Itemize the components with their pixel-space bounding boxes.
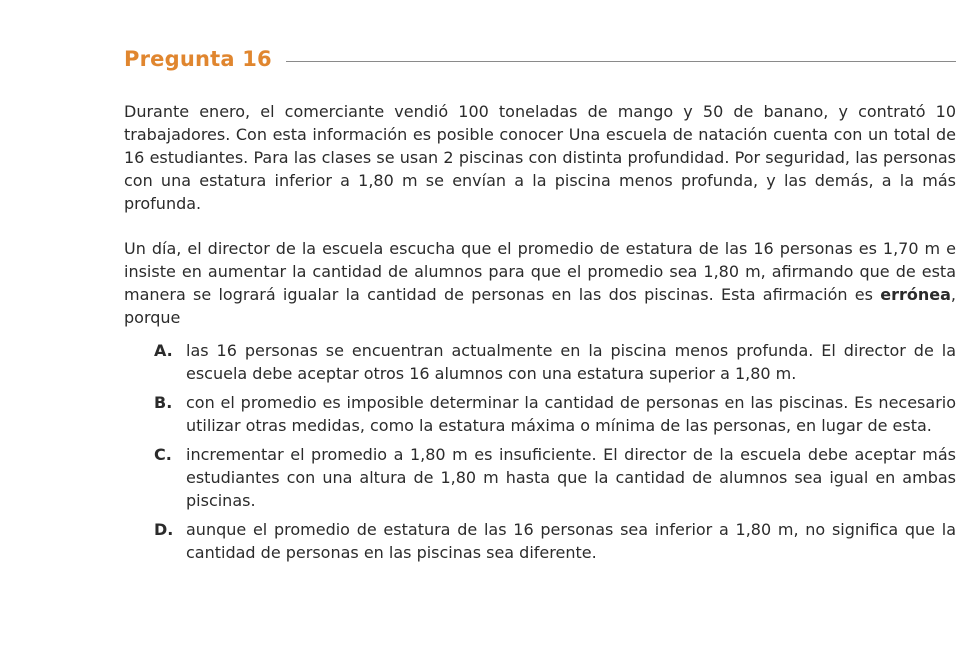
- option-d-text: aunque el promedio de estatura de las 16 personas sea inferior a 1,80 m, no significa que la cantidad de personas en las piscinas sea diferente.: [186, 520, 956, 562]
- option-c-letter: C.: [154, 445, 172, 464]
- question-title: Pregunta 16: [124, 47, 272, 71]
- option-d[interactable]: [154, 518, 956, 564]
- context-paragraph-1: Durante enero, el comerciante vendió 100 toneladas de mango y 50 de banano, y contrató 10 trabajadores. Con esta información es posible conocer Una escuela de natación cuenta con un total de 16 estudiantes. Para las clases se usan 2 piscinas con distinta profundidad. Por seguridad, las personas con una estatura inferior a 1,80 m se envían a la piscina menos profunda, y las demás, a la más profunda.: [124, 102, 956, 213]
- question-header: [124, 42, 956, 76]
- header-divider: [286, 61, 956, 62]
- option-c[interactable]: [154, 443, 956, 512]
- option-b-text: con el promedio es imposible determinar la cantidad de personas en las piscinas. Es necesario utilizar otras medidas, como la estatura máxima o mínima de las personas, en lugar de esta.: [186, 393, 956, 435]
- prompt-emphasis: errónea: [880, 285, 951, 304]
- option-d-letter: D.: [154, 520, 174, 539]
- question-body: [124, 100, 956, 570]
- option-a[interactable]: [154, 339, 956, 385]
- option-b[interactable]: [154, 391, 956, 437]
- context-paragraph-2-text: Un día, el director de la escuela escucha que el promedio de estatura de las 16 personas es 1,70 m e insiste en aumentar la cantidad de alumnos para que el promedio sea 1,80 m, afirmando que de esta manera se logrará igualar la cantidad de personas en las dos piscinas.: [124, 239, 956, 304]
- prompt-prefix: Esta afirmación es: [720, 285, 881, 304]
- option-a-letter: A.: [154, 341, 173, 360]
- answer-options: [124, 339, 956, 564]
- option-c-text: incrementar el promedio a 1,80 m es insuficiente. El director de la escuela debe aceptar más estudiantes con una altura de 1,80 m hasta que la cantidad de alumnos sea igual en ambas piscinas.: [186, 445, 956, 510]
- context-paragraph-2: [124, 237, 956, 329]
- prompt-suffix: , porque: [124, 285, 956, 327]
- option-b-letter: B.: [154, 393, 173, 412]
- option-a-text: las 16 personas se encuentran actualmente en la piscina menos profunda. El director de la escuela debe aceptar otros 16 alumnos con una estatura superior a 1,80 m.: [186, 341, 956, 383]
